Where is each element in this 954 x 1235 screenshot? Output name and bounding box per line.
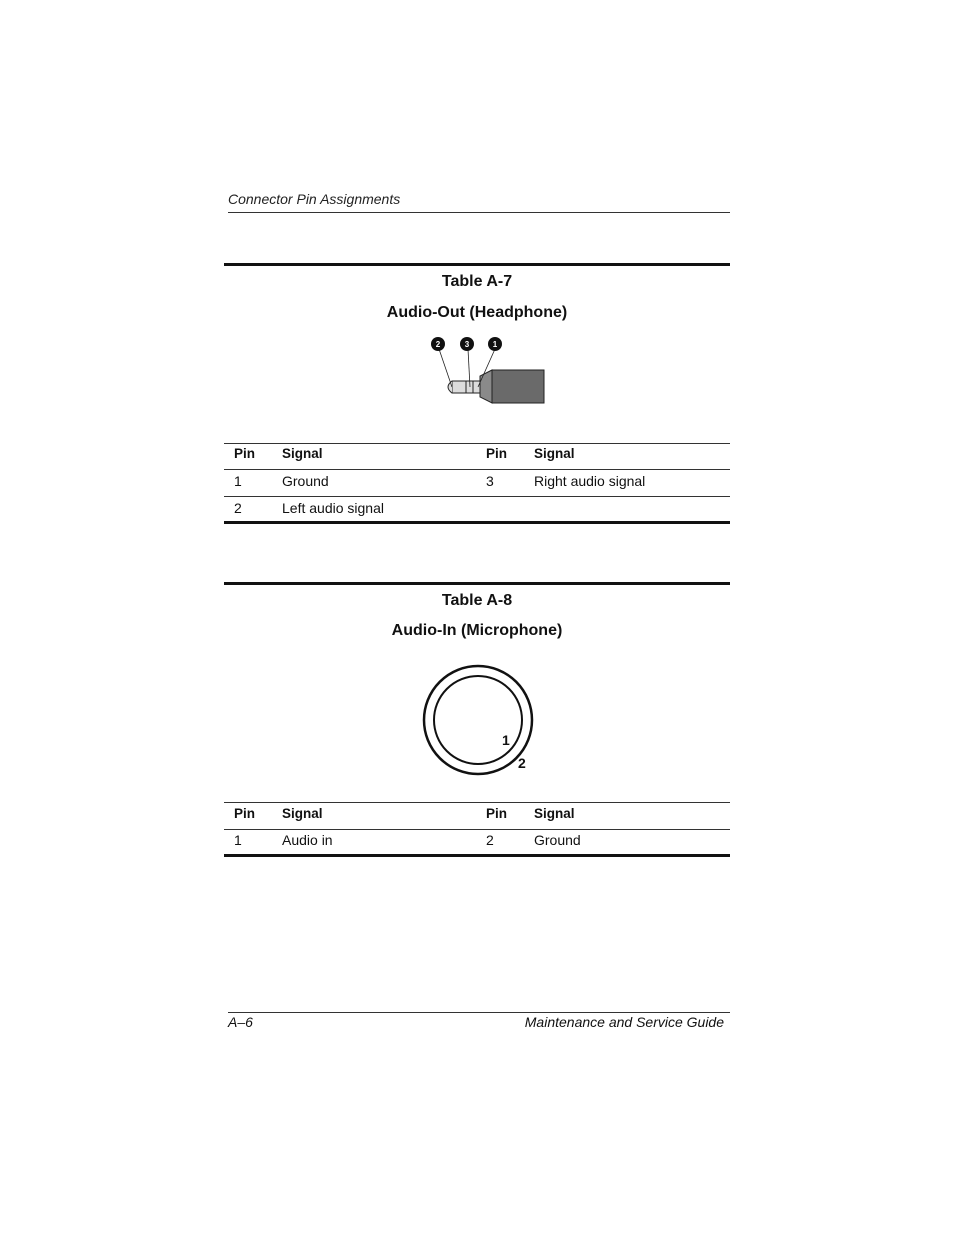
table-a8-col-signal-1: Signal (282, 806, 323, 821)
table-a8-col-signal-2: Signal (534, 806, 575, 821)
microphone-jack-diagram (418, 660, 538, 776)
table-cell: 3 (486, 473, 494, 489)
table-a7-col-signal-1: Signal (282, 446, 323, 461)
callout-1 (488, 337, 502, 351)
svg-text:3: 3 (464, 340, 470, 349)
table-a7-row-divider (224, 496, 730, 497)
callout-2 (431, 337, 445, 351)
table-a7-title: Audio-Out (Headphone) (386, 304, 568, 321)
pin-1-label: 1 (502, 732, 510, 748)
guide-title: Maintenance and Service Guide (524, 1014, 724, 1030)
page-number: A–6 (228, 1014, 253, 1030)
table-a8-col-pin-1: Pin (234, 806, 256, 821)
table-a8-col-pin-2: Pin (486, 806, 508, 821)
table-a8-header-bottom-rule (224, 829, 730, 830)
table-cell: Audio in (282, 832, 333, 848)
running-header: Connector Pin Assignments (228, 191, 401, 207)
table-a8-header-top-rule (224, 802, 730, 803)
table-a8-title: Audio-In (Microphone) (391, 622, 563, 639)
table-a8-top-rule (224, 582, 730, 585)
callout-3 (460, 337, 474, 351)
table-a8-number: Table A-8 (441, 592, 513, 609)
table-a7-top-rule (224, 263, 730, 266)
table-a7-col-pin-1: Pin (234, 446, 256, 461)
footer-divider (228, 1012, 730, 1013)
table-a7-header-bottom-rule (224, 469, 730, 470)
table-a7-bottom-rule (224, 521, 730, 524)
table-cell: Right audio signal (534, 473, 646, 489)
table-cell: Left audio signal (282, 500, 384, 516)
table-a7-header-top-rule (224, 443, 730, 444)
table-a7-col-pin-2: Pin (486, 446, 508, 461)
header-divider (228, 212, 730, 213)
pin-2-label: 2 (518, 755, 526, 771)
table-a8-bottom-rule (224, 854, 730, 857)
svg-text:1: 1 (492, 340, 498, 349)
table-cell: 1 (234, 473, 242, 489)
svg-text:2: 2 (435, 340, 441, 349)
table-cell: 2 (234, 500, 242, 516)
table-cell: 1 (234, 832, 242, 848)
table-a7-number: Table A-7 (441, 273, 513, 290)
table-cell: Ground (282, 473, 329, 489)
table-cell: Ground (534, 832, 581, 848)
table-a7-col-signal-2: Signal (534, 446, 575, 461)
table-cell: 2 (486, 832, 494, 848)
headphone-plug-diagram (420, 332, 550, 408)
